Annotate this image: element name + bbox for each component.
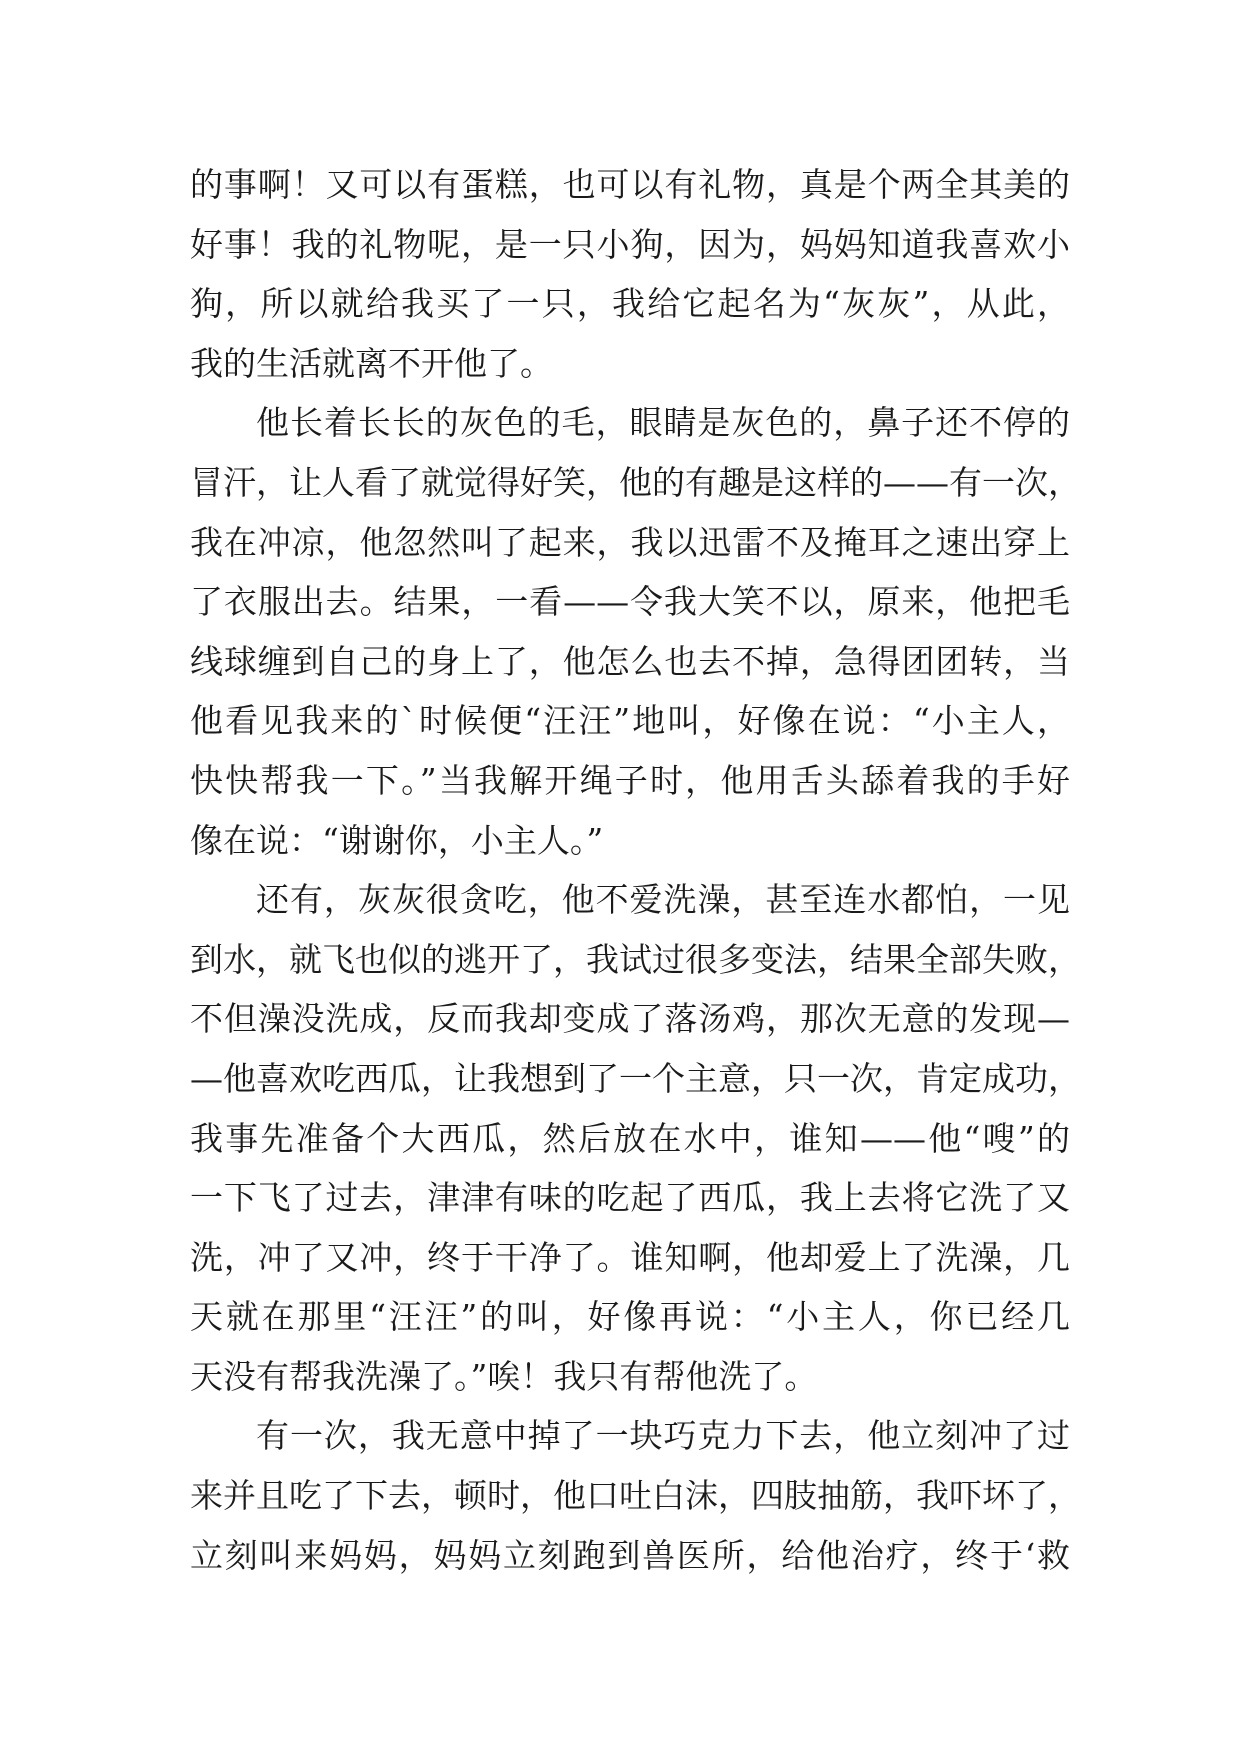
text-line: 我事先准备个大西瓜，然后放在水中，谁知——他“嗖”的 bbox=[190, 1118, 1070, 1158]
text-line: 他看见我来的`时候便“汪汪”地叫，好像在说：“小主人， bbox=[190, 701, 1070, 741]
text-line: 不但澡没洗成，反而我却变成了落汤鸡，那次无意的发现— bbox=[190, 999, 1070, 1039]
body-text bbox=[190, 155, 1081, 1585]
text-line: —他喜欢吃西瓜，让我想到了一个主意，只一次，肯定成功， bbox=[190, 1058, 1081, 1098]
text-line: 的事啊！又可以有蛋糕，也可以有礼物，真是个两全其美的 bbox=[190, 165, 1070, 204]
text-line: 洗，冲了又冲，终于干净了。谁知啊，他却爱上了洗澡，几 bbox=[190, 1237, 1070, 1277]
text-line: 还有，灰灰很贪吃，他不爱洗澡，甚至连水都怕，一见 bbox=[256, 880, 1070, 920]
text-line: 他长着长长的灰色的毛，眼睛是灰色的，鼻子还不停的 bbox=[256, 403, 1070, 443]
text-line: 一下飞了过去，津津有味的吃起了西瓜，我上去将它洗了又 bbox=[190, 1178, 1070, 1218]
text-line: 立刻叫来妈妈，妈妈立刻跑到兽医所，给他治疗，终于‘救 bbox=[190, 1535, 1070, 1575]
text-line: 好事！我的礼物呢，是一只小狗，因为，妈妈知道我喜欢小 bbox=[190, 224, 1070, 264]
text-line: 狗，所以就给我买了一只，我给它起名为“灰灰”，从此， bbox=[190, 284, 1070, 324]
text-line: 快快帮我一下。”当我解开绳子时，他用舌头舔着我的手好 bbox=[190, 760, 1070, 800]
text-line: 冒汗，让人看了就觉得好笑，他的有趣是这样的——有一次， bbox=[190, 462, 1081, 502]
text-line: 来并且吃了下去，顿时，他口吐白沫，四肢抽筋，我吓坏了， bbox=[190, 1476, 1081, 1516]
text-line: 有一次，我无意中掉了一块巧克力下去，他立刻冲了过 bbox=[256, 1416, 1070, 1456]
text-line: 我的生活就离不开他了。 bbox=[190, 343, 553, 383]
text-line: 到水，就飞也似的逃开了，我试过很多变法，结果全部失败， bbox=[190, 939, 1081, 979]
text-line: 天没有帮我洗澡了。”唉！我只有帮他洗了。 bbox=[190, 1356, 818, 1396]
text-line: 像在说：“谢谢你，小主人。” bbox=[190, 820, 604, 860]
text-line: 我在冲凉，他忽然叫了起来，我以迅雷不及掩耳之速出穿上 bbox=[190, 522, 1070, 562]
text-line: 线球缠到自己的身上了，他怎么也去不掉，急得团团转，当 bbox=[190, 641, 1070, 681]
text-line: 了衣服出去。结果，一看——令我大笑不以，原来，他把毛 bbox=[190, 582, 1070, 622]
text-line: 天就在那里“汪汪”的叫，好像再说：“小主人，你已经几 bbox=[190, 1297, 1070, 1337]
